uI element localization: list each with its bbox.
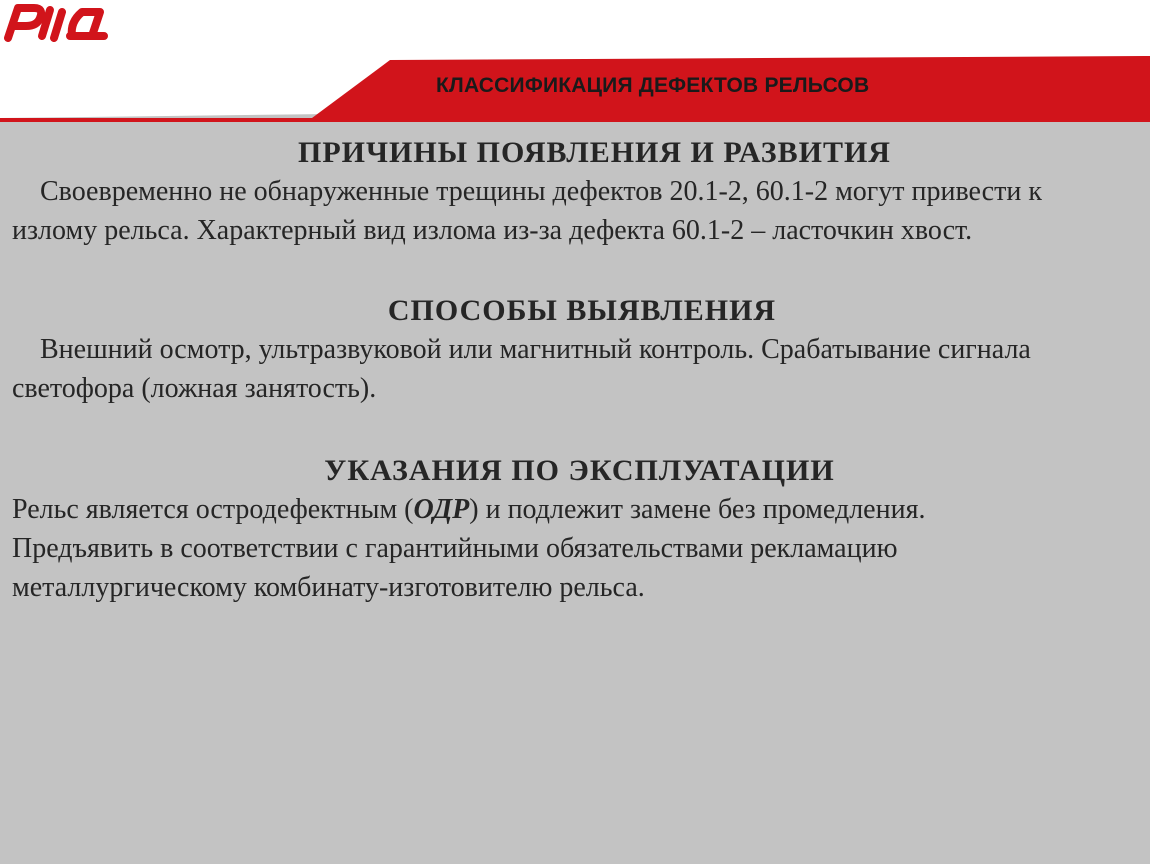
- section-operation: [12, 452, 1122, 607]
- rzd-logo-icon: [0, 0, 112, 42]
- text-part: ) и подлежит замене без промедления.: [469, 494, 926, 525]
- section-text: Внешний осмотр, ультразвуковой или магнитный контроль. Срабатывание сигнала светофора (ложная занятость).: [12, 334, 1031, 404]
- section-heading: УКАЗАНИЯ ПО ЭКСПЛУАТАЦИИ: [324, 454, 835, 487]
- odr-abbreviation: ОДР: [413, 494, 470, 525]
- slide-header: [0, 0, 1150, 122]
- section-causes: [12, 134, 1122, 250]
- section-text: Своевременно не обнаруженные трещины дефектов 20.1-2, 60.1-2 могут привести к излому рельса. Характерный вид излома из-за дефекта 60.1-2 – ласточкин хвост.: [12, 176, 1042, 246]
- section-heading: СПОСОБЫ ВЫЯВЛЕНИЯ: [387, 294, 777, 327]
- slide-content: [12, 134, 1122, 607]
- section-text: [12, 490, 1122, 529]
- section-detection: [12, 292, 1122, 408]
- section-heading: ПРИЧИНЫ ПОЯВЛЕНИЯ И РАЗВИТИЯ: [298, 136, 891, 169]
- section-text: Предъявить в соответствии с гарантийными обязательствами рекламацию металлургическому комбинату-изготовителю рельса.: [12, 533, 898, 603]
- text-part: Рельс является остродефектным (: [12, 494, 414, 525]
- header-underline: [0, 118, 1150, 122]
- slide-title: КЛАССИФИКАЦИЯ ДЕФЕКТОВ РЕЛЬСОВ: [436, 74, 870, 97]
